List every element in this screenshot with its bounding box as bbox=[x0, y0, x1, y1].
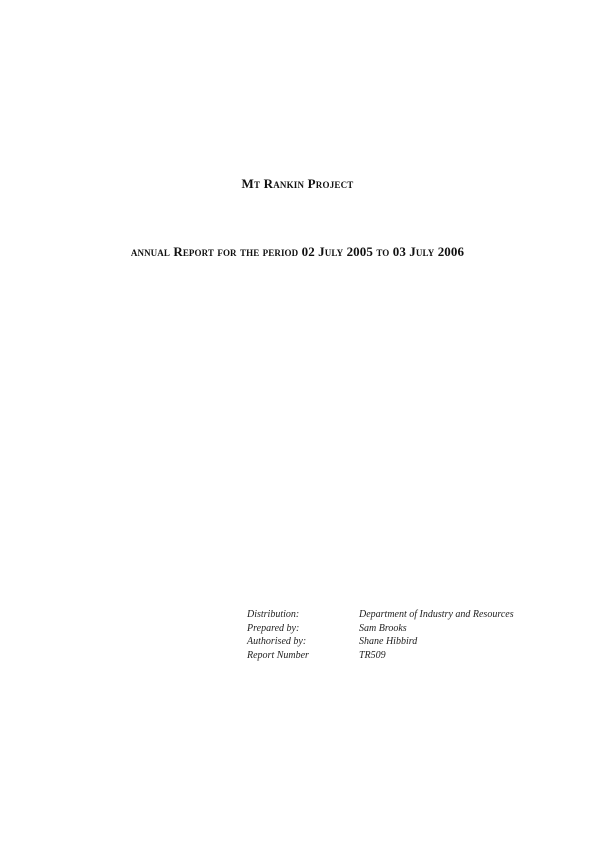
detail-value: Sam Brooks bbox=[359, 622, 407, 634]
detail-value: Shane Hibbird bbox=[359, 636, 418, 647]
detail-value: Department of Industry and Resources bbox=[359, 609, 514, 620]
report-title: Mt Rankin Project bbox=[241, 176, 354, 191]
detail-label: Distribution: bbox=[247, 609, 300, 620]
detail-row-authorised-by bbox=[247, 635, 514, 649]
detail-value: TR509 bbox=[359, 649, 386, 661]
detail-row-distribution bbox=[247, 608, 514, 622]
detail-row-prepared-by bbox=[247, 622, 514, 636]
report-details bbox=[247, 608, 514, 662]
detail-row-report-number bbox=[247, 649, 514, 663]
report-subtitle: annual Report for the period 02 July 2005 to 03 July 2006 bbox=[130, 244, 465, 259]
detail-label: Prepared by: bbox=[247, 622, 300, 634]
detail-label: Authorised by: bbox=[247, 636, 307, 647]
detail-label: Report Number bbox=[247, 649, 309, 661]
